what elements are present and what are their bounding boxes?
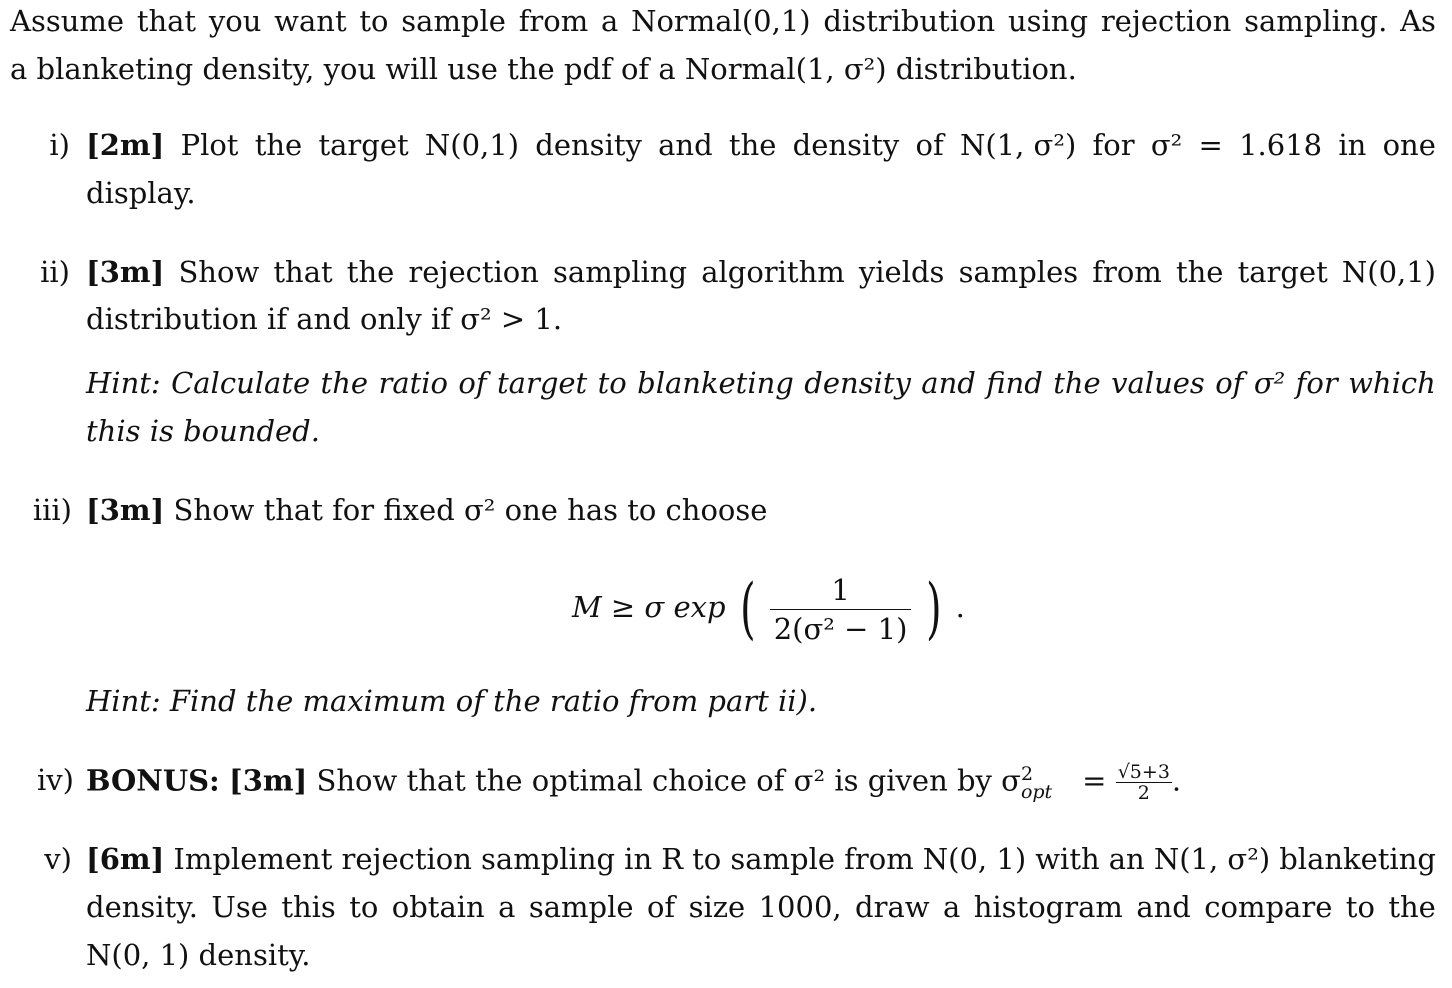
item-i-line-1-word: Plot xyxy=(180,128,239,162)
item-ii-line-1-word: samples xyxy=(958,255,1079,289)
formula-denominator: 2(σ² − 1) xyxy=(773,611,908,646)
intro-line-1-word: using xyxy=(1007,4,1089,38)
item-i-label: i) xyxy=(49,128,70,162)
formula-lhs: M ≥ σ exp xyxy=(572,590,726,624)
item-v-line-1-word: sampling xyxy=(481,842,616,876)
item-v-line-2-word: size xyxy=(688,890,746,924)
item-v-line-1-word: rejection xyxy=(341,842,472,876)
item-v-line-2-word: obtain xyxy=(391,890,485,924)
item-ii-hint-line-1-word: Calculate xyxy=(171,366,311,400)
item-v-line-2-word: density. xyxy=(86,890,198,924)
item-v-line-2-word: the xyxy=(1388,890,1436,924)
item-iii-marks: [3m] xyxy=(86,493,165,527)
item-i-line-1-word: density xyxy=(792,128,900,162)
item-ii-line-1-word: the xyxy=(1175,255,1224,289)
item-iv-line-1 xyxy=(86,762,1181,803)
item-v-line-1-word: from xyxy=(844,842,914,876)
item-i-line-1-word: 1.618 xyxy=(1239,128,1323,162)
item-i-line-1-word: and xyxy=(658,128,713,162)
formula-fraction xyxy=(770,571,912,648)
item-ii-line-1-word: rejection xyxy=(408,255,539,289)
item-i-line-1-word: target xyxy=(318,128,409,162)
item-iii-hint: Hint: Find the maximum of the ratio from part ii). xyxy=(86,684,818,718)
item-ii-hint-line-1-word: blanketing xyxy=(637,366,794,400)
item-v-line-2-word: compare xyxy=(1204,890,1333,924)
item-ii-line-1-word: that xyxy=(273,255,333,289)
item-iii-line-1 xyxy=(86,492,767,528)
item-i-line-2: display. xyxy=(86,176,196,210)
item-v-line-1-word: N(0, 1) xyxy=(922,842,1027,876)
item-v-line-2-word: Use xyxy=(211,890,268,924)
item-ii-hint-line-1-word: find xyxy=(986,366,1043,400)
item-iv-end: . xyxy=(1171,763,1182,798)
intro-line-1-word: that xyxy=(136,4,197,38)
item-v-line-2-word: a xyxy=(943,890,961,924)
item-ii-line-1-word: Show xyxy=(178,255,260,289)
item-i-line-1-word: of xyxy=(915,128,944,162)
intro-line-1-word: to xyxy=(359,4,389,38)
formula-numerator: 1 xyxy=(770,571,912,610)
item-i-line-1-word: N(1, σ²) xyxy=(959,128,1077,162)
item-ii-hint-line-1-word: density xyxy=(804,366,911,400)
formula-left-paren: ( xyxy=(739,570,756,647)
item-v-line-1-word: in xyxy=(624,842,653,876)
item-ii-hint-line-1-word: for xyxy=(1295,366,1338,400)
item-ii-line-1-word: algorithm xyxy=(701,255,845,289)
item-v-line-1-word: an xyxy=(1108,842,1145,876)
item-ii-line-1-word: the xyxy=(346,255,395,289)
item-i-line-1-word: for xyxy=(1092,128,1135,162)
item-v-line-2-word: a xyxy=(498,890,516,924)
item-ii-marks: [3m] xyxy=(86,255,165,289)
item-iii-formula xyxy=(572,562,965,652)
intro-line-1-word: Assume xyxy=(10,4,125,38)
intro-line-2: a blanketing density, you will use the pdf of a Normal(1, σ²) distribution. xyxy=(10,52,1077,86)
item-ii-hint-line-1-word: ratio xyxy=(378,366,448,400)
item-v-label: v) xyxy=(44,842,72,876)
item-i-line-1-word: N(0,1) xyxy=(424,128,520,162)
item-v-marks: [6m] xyxy=(86,842,165,876)
item-ii-hint-line-1-word: of xyxy=(458,366,487,400)
item-v-line-2-word: and xyxy=(1136,890,1191,924)
intro-line-1 xyxy=(10,3,1436,39)
item-v-line-2-word: to xyxy=(1345,890,1375,924)
item-i-line-1 xyxy=(86,127,1436,163)
item-i-line-1-word: the xyxy=(728,128,777,162)
item-v-line-2-word: draw xyxy=(855,890,930,924)
item-v-line-2-word: of xyxy=(646,890,676,924)
item-v-line-1-word: N(1, σ²) xyxy=(1153,842,1271,876)
sigma-opt-sup: 2 xyxy=(1020,762,1034,785)
item-i-line-1-word: density xyxy=(535,128,642,162)
intro-line-1-word: sampling. xyxy=(1244,4,1388,38)
item-v-line-1 xyxy=(86,841,1436,877)
item-iv-marks: [3m] xyxy=(228,763,308,798)
sigma-opt-scripts xyxy=(1020,762,1073,803)
item-iv-label: iv) xyxy=(37,763,74,797)
sigma-opt-sub: opt xyxy=(1020,780,1053,803)
item-iii-text: Show that for fixed σ² one has to choose xyxy=(173,493,768,527)
item-i-line-1-word: σ² xyxy=(1150,128,1183,162)
item-ii-line-1 xyxy=(86,254,1436,290)
item-v-line-1-word: sample xyxy=(730,842,836,876)
item-ii-hint-line-1-word: to xyxy=(597,366,627,400)
intro-line-1-word: want xyxy=(274,4,347,38)
item-ii-hint-line-2: this is bounded. xyxy=(86,414,320,448)
item-iii-label: iii) xyxy=(32,493,72,527)
item-ii-hint-line-1-word: which xyxy=(1348,366,1436,400)
item-ii-label: ii) xyxy=(40,255,70,289)
intro-line-1-word: a xyxy=(601,4,619,38)
item-v-line-2-word: histogram xyxy=(973,890,1123,924)
item-ii-hint-line-1-word: values xyxy=(1111,366,1205,400)
item-ii-hint-line-1-word: and xyxy=(921,366,976,400)
item-i-line-1-word: in xyxy=(1338,128,1367,162)
item-ii-line-1-word: N(0,1) xyxy=(1341,255,1436,289)
item-ii-line-1-word: sampling xyxy=(553,255,688,289)
item-ii-hint-line-1-word: Hint: xyxy=(86,366,161,400)
intro-line-1-word: Normal(0,1) xyxy=(631,4,811,38)
item-i-marks: [2m] xyxy=(86,128,165,162)
item-iv-bonus: BONUS: xyxy=(86,763,220,798)
item-v-line-2-word: to xyxy=(349,890,379,924)
item-v-line-1-word: blanketing xyxy=(1279,842,1436,876)
item-v-line-1-word: Implement xyxy=(173,842,333,876)
item-v-line-1-word: to xyxy=(692,842,722,876)
item-v-line-2-word: 1000, xyxy=(758,890,842,924)
intro-line-1-word: distribution xyxy=(823,4,996,38)
intro-line-1-word: from xyxy=(518,4,589,38)
item-iv-frac-den: 2 xyxy=(1137,782,1150,804)
item-iv-equals: = xyxy=(1082,763,1107,798)
intro-line-1-word: sample xyxy=(401,4,506,38)
item-ii-hint-line-1-word: the xyxy=(1053,366,1101,400)
item-ii-hint-line-1-word: of xyxy=(1215,366,1244,400)
item-v-line-1-word: with xyxy=(1035,842,1100,876)
item-ii-hint-line-1-word: the xyxy=(320,366,369,400)
item-i-line-1-word: one xyxy=(1382,128,1436,162)
item-ii-line-1-word: target xyxy=(1237,255,1328,289)
item-i-line-1-word: = xyxy=(1198,128,1223,162)
item-iv-text: Show that the optimal choice of σ² is given by σ xyxy=(316,763,1021,798)
item-ii-hint-line-1 xyxy=(86,365,1436,401)
item-ii-line-1-word: yields xyxy=(858,255,945,289)
intro-line-1-word: rejection xyxy=(1100,4,1232,38)
item-ii-hint-line-1-word: target xyxy=(497,366,588,400)
formula-right-paren: ) xyxy=(925,570,942,647)
item-i-line-1-word: the xyxy=(254,128,303,162)
item-v-line-2-word: sample xyxy=(528,890,634,924)
intro-line-1-word: As xyxy=(1400,4,1436,38)
item-iv-frac-num: √5+3 xyxy=(1117,761,1170,783)
item-v-line-3: N(0, 1) density. xyxy=(86,938,311,972)
item-ii-line-1-word: from xyxy=(1092,255,1162,289)
item-ii-line-2: distribution if and only if σ² > 1. xyxy=(86,302,563,336)
item-v-line-2 xyxy=(86,889,1436,925)
formula-end: . xyxy=(955,590,965,624)
item-v-line-1-word: R xyxy=(661,842,684,876)
item-iv-fraction xyxy=(1116,762,1172,803)
item-v-line-2-word: this xyxy=(281,890,336,924)
intro-line-1-word: you xyxy=(208,4,262,38)
item-ii-hint-line-1-word: σ² xyxy=(1253,366,1286,400)
